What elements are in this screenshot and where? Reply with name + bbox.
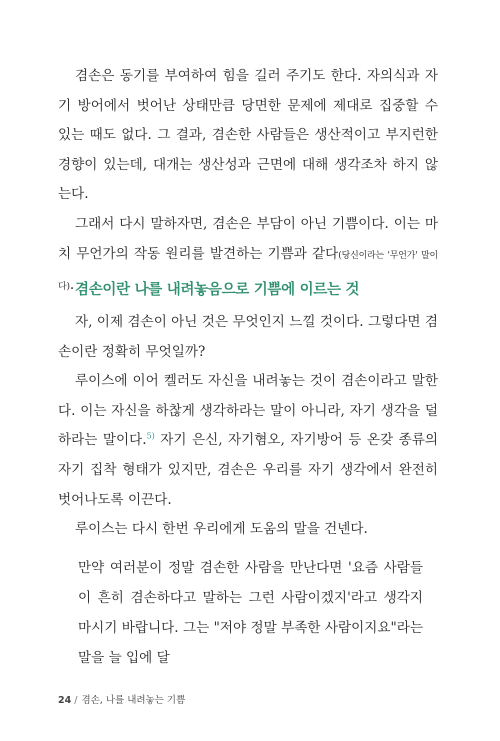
block-quote	[78, 553, 423, 673]
footer-separator: /	[74, 695, 78, 706]
body-section-2	[58, 308, 438, 545]
paragraph-end: .	[69, 277, 75, 294]
page-number: 24	[58, 695, 72, 706]
page-footer	[58, 692, 185, 706]
paragraph: 겸손은 동기를 부여하여 힘을 길러 주기도 한다. 자의식과 자기 방어에서 벗어난 상태만큼 당면한 문제에 제대로 집중할 수 있는 때도 없다. 그 결과, 겸손한 사람들은 생산적이고 부지런한 경향이 있는데, 대개는 생산성과 근면에 대해 생각조차 하지 않는다.	[58, 68, 438, 203]
paragraph	[58, 367, 438, 515]
paragraph-text: 루이스에 이어 켈러도 자신을 내려놓는 것이 겸손이라고 말한다. 이는 자신을 하찮게 생각하라는 말이 아니라, 자기 생각을 덜 하라는 말이다.	[58, 373, 438, 449]
quote-text: 만약 여러분이 정말 겸손한 사람을 만난다면 '요즘 사람들이 흔히 겸손하다고 말하는 그런 사람이겠지'라고 생각지 마시기 바랍니다. 그는 "저야 정말 부족한 사람이지요"라는 말을 늘 입에 달	[78, 560, 423, 666]
paragraph-text: 그래서 다시 말하자면, 겸손은 부담이 아닌 기쁨이다. 이는 마치 무언가의 작동 원리를 발견하는 기쁨과 같다	[58, 215, 438, 262]
section-heading: 겸손이란 나를 내려놓음으로 기쁨에 이르는 것	[75, 282, 360, 298]
parenthetical-note: (당신이라는 '무언가' 말이다)	[58, 250, 438, 293]
paragraph-text: 자기 은신, 자기혐오, 자기방어 등 온갖 종류의 자기 집착 형태가 있지만, 겸손은 우리를 자기 생각에서 완전히 벗어나도록 이끈다.	[58, 432, 438, 508]
paragraph: 루이스는 다시 한번 우리에게 도움의 말을 건넨다.	[75, 521, 368, 538]
paragraph: 자, 이제 겸손이 아닌 것은 무엇인지 느낄 것이다. 그렇다면 겸손이란 정확히 무엇일까?	[58, 314, 438, 360]
footnote-marker: 5)	[146, 431, 155, 441]
book-title: 겸손, 나를 내려놓는 기쁨	[81, 695, 186, 706]
body-section-1	[58, 62, 438, 303]
